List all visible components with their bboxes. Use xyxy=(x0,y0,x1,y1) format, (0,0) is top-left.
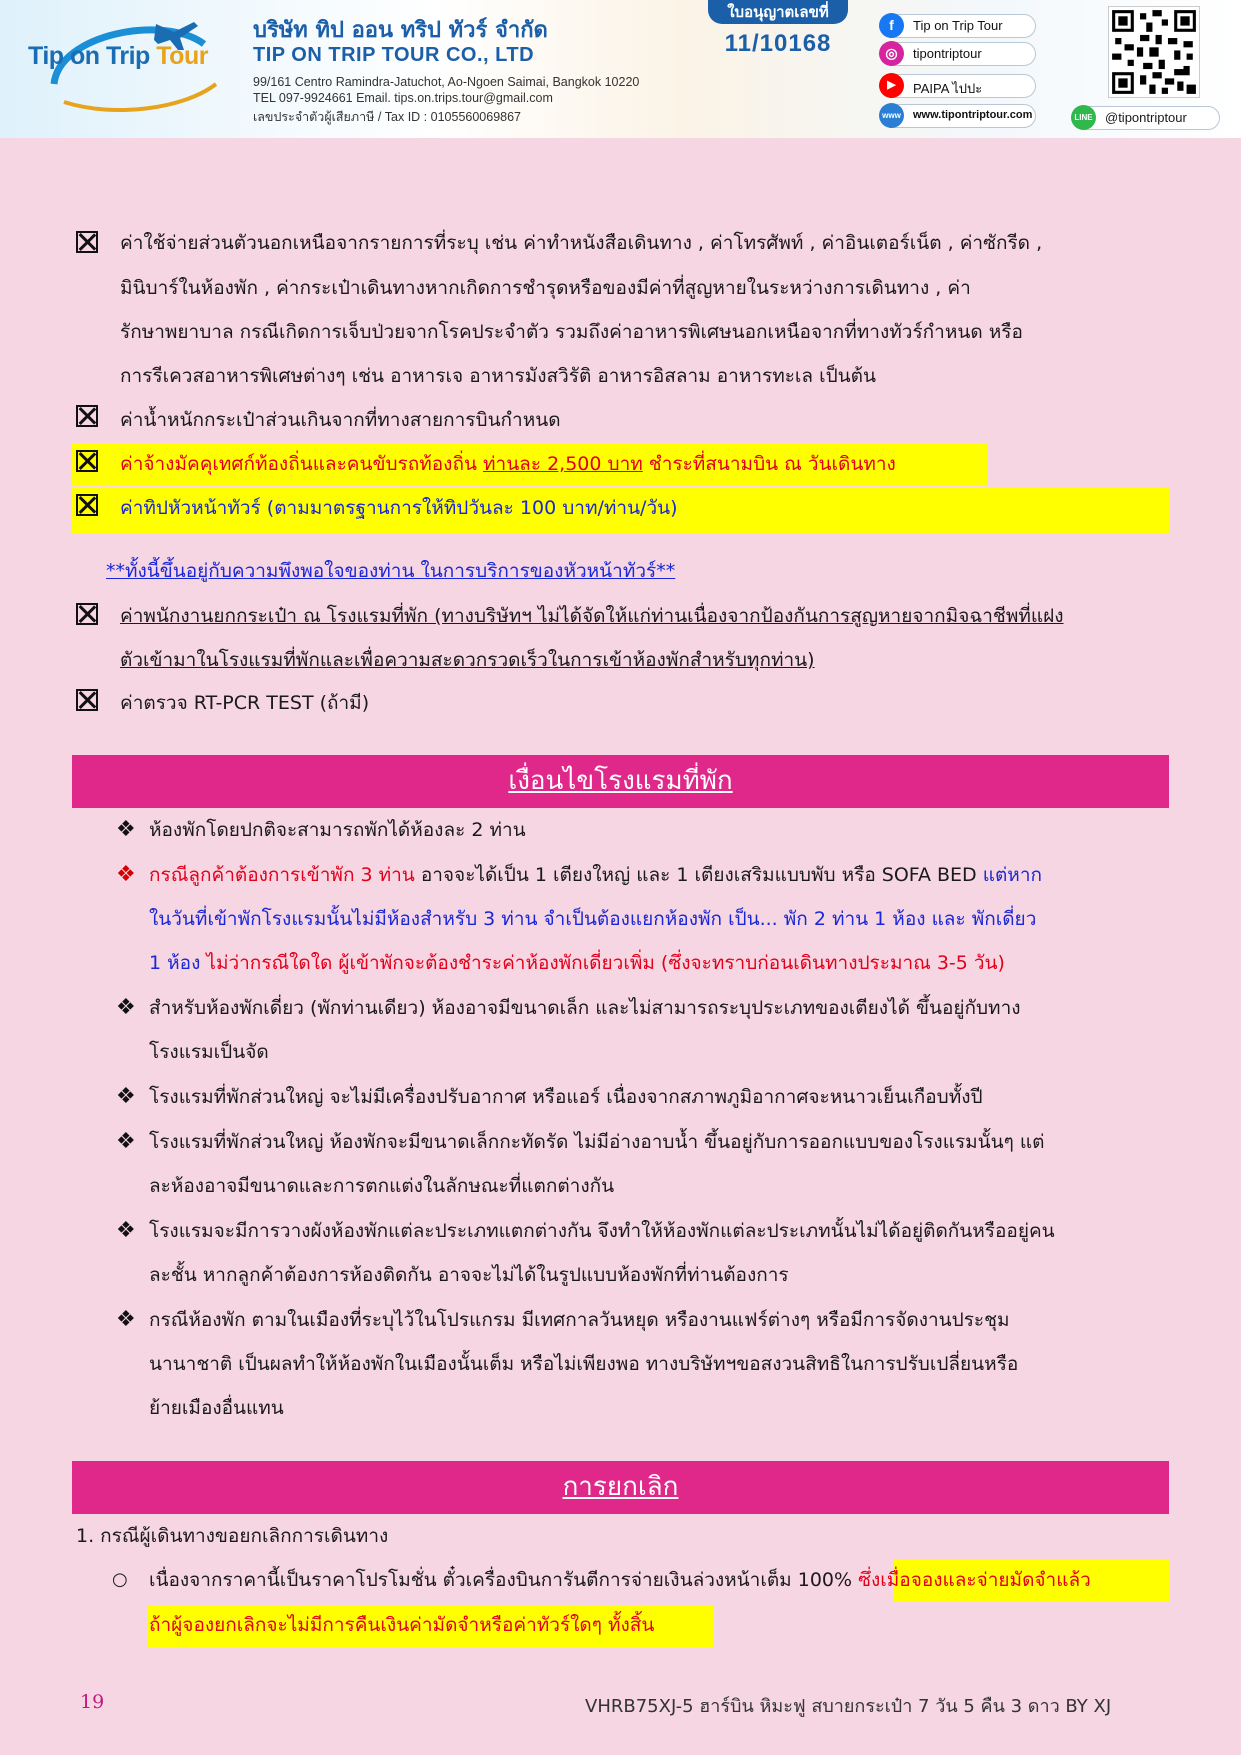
section-title-hotel: เงื่อนไขโรงแรมที่พัก xyxy=(72,755,1169,808)
hotel-bullet-4: โรงแรมที่พักส่วนใหญ่ จะไม่มีเครื่องปรับอากาศ หรือแอร์ เนื่องจากสภาพภูมิอากาศจะหนาวเย็นเกือบทั้งปี xyxy=(149,1086,983,1108)
exclusion-item-1-line-1: ค่าใช้จ่ายส่วนตัวนอกเหนือจากรายการที่ระบุ เช่น ค่าทำหนังสือเดินทาง , ค่าโทรศัพท์ , ค่าอินเตอร์เน็ต , ค่าซักรีด , xyxy=(120,232,1043,254)
diamond-bullet-icon: ❖ xyxy=(116,1218,136,1243)
social-instagram[interactable]: ◎ tipontriptour xyxy=(880,42,1036,66)
checkbox-x-icon xyxy=(76,450,98,472)
hotel-bullet-2-line-2: ในวันที่เข้าพักโรงแรมนั้นไม่มีห้องสำหรับ 3 ท่าน จำเป็นต้องแยกห้องพัก เป็น... พัก 2 ท่าน 1 ห้อง และ พักเดี่ยว xyxy=(149,908,1037,930)
facebook-icon: f xyxy=(879,13,904,38)
hotel-bullet-5-line-1: โรงแรมที่พักส่วนใหญ่ ห้องพักจะมีขนาดเล็กกะทัดรัด ไม่มีอ่างอาบน้ำ ขึ้นอยู่กับการออกแบบของโรงแรมนั้นๆ แต่ xyxy=(149,1131,1045,1153)
diamond-bullet-icon: ❖ xyxy=(116,1084,136,1109)
hotel-bullet-7-line-2: นานาชาติ เป็นผลทำให้ห้องพักในเมืองนั้นเต็ม หรือไม่เพียงพอ ทางบริษัทฯขอสงวนสิทธิในการปรับเปลี่ยนหรือ xyxy=(149,1353,1019,1375)
social-website[interactable]: www www.tipontriptour.com xyxy=(880,104,1036,128)
company-name-thai: บริษัท ทิป ออน ทริป ทัวร์ จำกัด xyxy=(253,18,548,43)
hotel-bullet-2-line-1: กรณีลูกค้าต้องการเข้าพัก 3 ท่าน อาจจะได้เป็น 1 เตียงใหญ่ และ 1 เตียงเสริมแบบพับ หรือ SOFA BED แต่หาก xyxy=(149,864,1043,886)
exclusion-item-1-line-3: รักษาพยาบาล กรณีเกิดการเจ็บป่วยจากโรคประจำตัว รวมถึงค่าอาหารพิเศษนอกเหนือจากที่ทางทัวร์กำหนด หรือ xyxy=(120,321,1023,343)
exclusion-item-4: ค่าทิปหัวหน้าทัวร์ (ตามมาตรฐานการให้ทิปวันละ 100 บาท/ท่าน/วัน) xyxy=(120,497,678,519)
youtube-icon: ▶ xyxy=(879,73,904,98)
exclusion-item-1-line-2: มินิบาร์ในห้องพัก , ค่ากระเป๋าเดินทางหากเกิดการชำรุดหรือของมีค่าที่สูญหายในระหว่างการเดินทาง , ค่า xyxy=(120,277,971,299)
cancellation-heading-1: 1. กรณีผู้เดินทางขอยกเลิกการเดินทาง xyxy=(76,1525,389,1547)
license-number: 11/10168 xyxy=(724,30,832,57)
hotel-bullet-2-line-3: 1 ห้อง ไม่ว่ากรณีใดใด ผู้เข้าพักจะต้องชำระค่าห้องพักเดี่ยวเพิ่ม (ซึ่งจะทราบก่อนเดินทางประมาณ 3-5 วัน) xyxy=(149,952,1005,974)
diamond-bullet-icon: ❖ xyxy=(116,817,136,842)
page-number: 19 xyxy=(80,1691,105,1713)
license-label: ใบอนุญาตเลขที่ xyxy=(708,0,848,24)
hotel-bullet-7-line-3: ย้ายเมืองอื่นแทน xyxy=(149,1397,284,1419)
instagram-icon: ◎ xyxy=(879,41,904,66)
exclusion-item-3: ค่าจ้างมัคคุเทศก์ท้องถิ่นและคนขับรถท้องถิ่น ท่านละ 2,500 บาท ชำระที่สนามบิน ณ วันเดินทาง xyxy=(120,453,896,475)
checkbox-x-icon xyxy=(76,689,98,711)
exclusion-item-5-line-2: ตัวเข้ามาในโรงแรมที่พักและเพื่อความสะดวกรวดเร็วในการเข้าห้องพักสำหรับทุกท่าน) xyxy=(120,649,815,671)
circle-bullet-icon: ○ xyxy=(112,1569,128,1590)
company-contact: TEL 097-9924661 Email. tips.on.trips.tour@gmail.com xyxy=(253,91,553,105)
diamond-bullet-icon: ❖ xyxy=(116,862,136,887)
cancellation-paragraph-line-1: เนื่องจากราคานี้เป็นราคาโปรโมชั่น ตั๋วเครื่องบินการันตีการจ่ายเงินล่วงหน้าเต็ม 100% ซึ่งเมื่อจองและจ่ายมัดจำแล้ว xyxy=(149,1569,1091,1591)
checkbox-x-icon xyxy=(76,494,98,516)
checkbox-x-icon xyxy=(76,405,98,427)
exclusion-item-2: ค่าน้ำหนักกระเป๋าส่วนเกินจากที่ทางสายการบินกำหนด xyxy=(120,409,561,431)
logo-wordmark: Tip on Trip Tour xyxy=(28,42,208,70)
checkbox-x-icon xyxy=(76,603,98,625)
hotel-bullet-6-line-2: ละชั้น หากลูกค้าต้องการห้องติดกัน อาจจะไม่ได้ในรูปแบบห้องพักที่ท่านต้องการ xyxy=(149,1264,789,1286)
hotel-bullet-1: ห้องพักโดยปกติจะสามารถพักได้ห้องละ 2 ท่าน xyxy=(149,819,526,841)
qr-code-icon xyxy=(1108,6,1200,98)
diamond-bullet-icon: ❖ xyxy=(116,995,136,1020)
tour-code: VHRB75XJ-5 ฮาร์บิน หิมะฟู สบายกระเป๋า 7 วัน 5 คืน 3 ดาว BY XJ xyxy=(585,1696,1112,1717)
hotel-bullet-3-line-2: โรงแรมเป็นจัด xyxy=(149,1041,269,1063)
checkbox-x-icon xyxy=(76,231,98,253)
social-facebook[interactable]: f Tip on Trip Tour xyxy=(880,14,1036,38)
exclusion-item-1-line-4: การรีเควสอาหารพิเศษต่างๆ เช่น อาหารเจ อาหารมังสวิรัติ อาหารอิสลาม อาหารทะเล เป็นต้น xyxy=(120,365,876,387)
hotel-bullet-3-line-1: สำหรับห้องพักเดี่ยว (พักท่านเดียว) ห้องอาจมีขนาดเล็ก และไม่สามารถระบุประเภทของเตียงได้ ขึ้นอยู่กับทาง xyxy=(149,997,1021,1019)
social-youtube[interactable]: ▶ PAIPA ไปปะ xyxy=(880,74,1036,98)
hotel-bullet-5-line-2: ละห้องอาจมีขนาดและการตกแต่งในลักษณะที่แตกต่างกัน xyxy=(149,1175,615,1197)
section-title-cancellation: การยกเลิก xyxy=(72,1461,1169,1514)
diamond-bullet-icon: ❖ xyxy=(116,1129,136,1154)
line-icon: LINE xyxy=(1071,105,1096,130)
web-icon: www xyxy=(879,103,904,128)
diamond-bullet-icon: ❖ xyxy=(116,1307,136,1332)
letterhead xyxy=(0,0,1241,138)
social-line[interactable]: LINE @tipontriptour xyxy=(1072,106,1220,130)
exclusion-item-6: ค่าตรวจ RT-PCR TEST (ถ้ามี) xyxy=(120,692,370,714)
cancellation-paragraph-line-2: ถ้าผู้จองยกเลิกจะไม่มีการคืนเงินค่ามัดจำหรือค่าทัวร์ใดๆ ทั้งสิ้น xyxy=(149,1614,655,1636)
company-tax-id: เลขประจำตัวผู้เสียภาษี / Tax ID : 0105560069867 xyxy=(253,110,522,124)
company-name-english: TIP ON TRIP TOUR CO., LTD xyxy=(253,44,535,66)
hotel-bullet-6-line-1: โรงแรมจะมีการวางผังห้องพักแต่ละประเภทแตกต่างกัน จึงทำให้ห้องพักแต่ละประเภทนั้นไม่ได้อยู่ติดกันหรืออยู่คน xyxy=(149,1220,1055,1242)
tip-note: **ทั้งนี้ขึ้นอยู่กับความพึงพอใจของท่าน ในการบริการของหัวหน้าทัวร์** xyxy=(106,560,676,582)
company-address: 99/161 Centro Ramindra-Jatuchot, Ao-Ngoen Saimai, Bangkok 10220 xyxy=(253,75,640,89)
exclusion-item-5-line-1: ค่าพนักงานยกกระเป๋า ณ โรงแรมที่พัก (ทางบริษัทฯ ไม่ได้จัดให้แก่ท่านเนื่องจากป้องกันการสูญหายจากมิจฉาชีพที่แฝง xyxy=(120,605,1064,627)
hotel-bullet-7-line-1: กรณีห้องพัก ตามในเมืองที่ระบุไว้ในโปรแกรม มีเทศกาลวันหยุด หรืองานแฟร์ต่างๆ หรือมีการจัดงานประชุม xyxy=(149,1309,1010,1331)
